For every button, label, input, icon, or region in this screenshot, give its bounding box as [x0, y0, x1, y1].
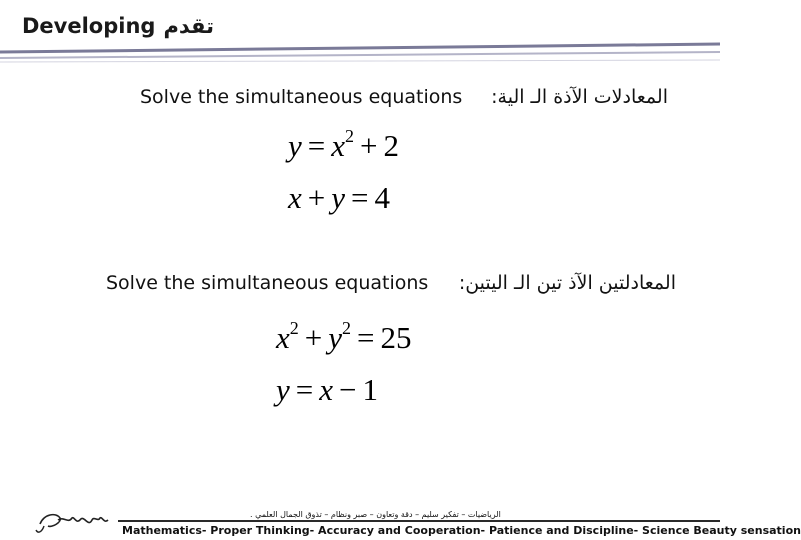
footer-divider — [118, 520, 720, 522]
title-arabic: تقدم — [163, 14, 214, 38]
question-2-instruction-en: Solve the simultaneous equations — [106, 272, 429, 294]
question-1-equation-1: $y = x^2 + 2$ — [288, 126, 399, 163]
question-1-instruction-ar: المعادلات الآذة الـ الية: — [491, 86, 668, 108]
question-1-equation-2: x + y = 4 — [288, 180, 390, 215]
question-2-equation-1: $x^2 + y^2 = 25$ — [276, 318, 412, 355]
header-swoosh — [0, 40, 720, 66]
question-1-instruction-en: Solve the simultaneous equations — [140, 86, 463, 108]
footer-values-arabic: الرياضيات – تفكير سليم – دقة وتعاون – صبر ونظام – تذوق الجمال العلمي . — [250, 510, 501, 519]
title-english: Developing — [22, 14, 156, 38]
question-2-equation-2: y = x − 1 — [276, 372, 378, 407]
signature-logo-icon — [34, 506, 118, 536]
question-2-instruction-ar: المعادلتين الآذ تين الـ اليتين: — [458, 272, 676, 294]
footer-values-english: Mathematics- Proper Thinking- Accuracy and Cooperation- Patience and Discipline- Science Beauty sensation — [122, 524, 801, 537]
